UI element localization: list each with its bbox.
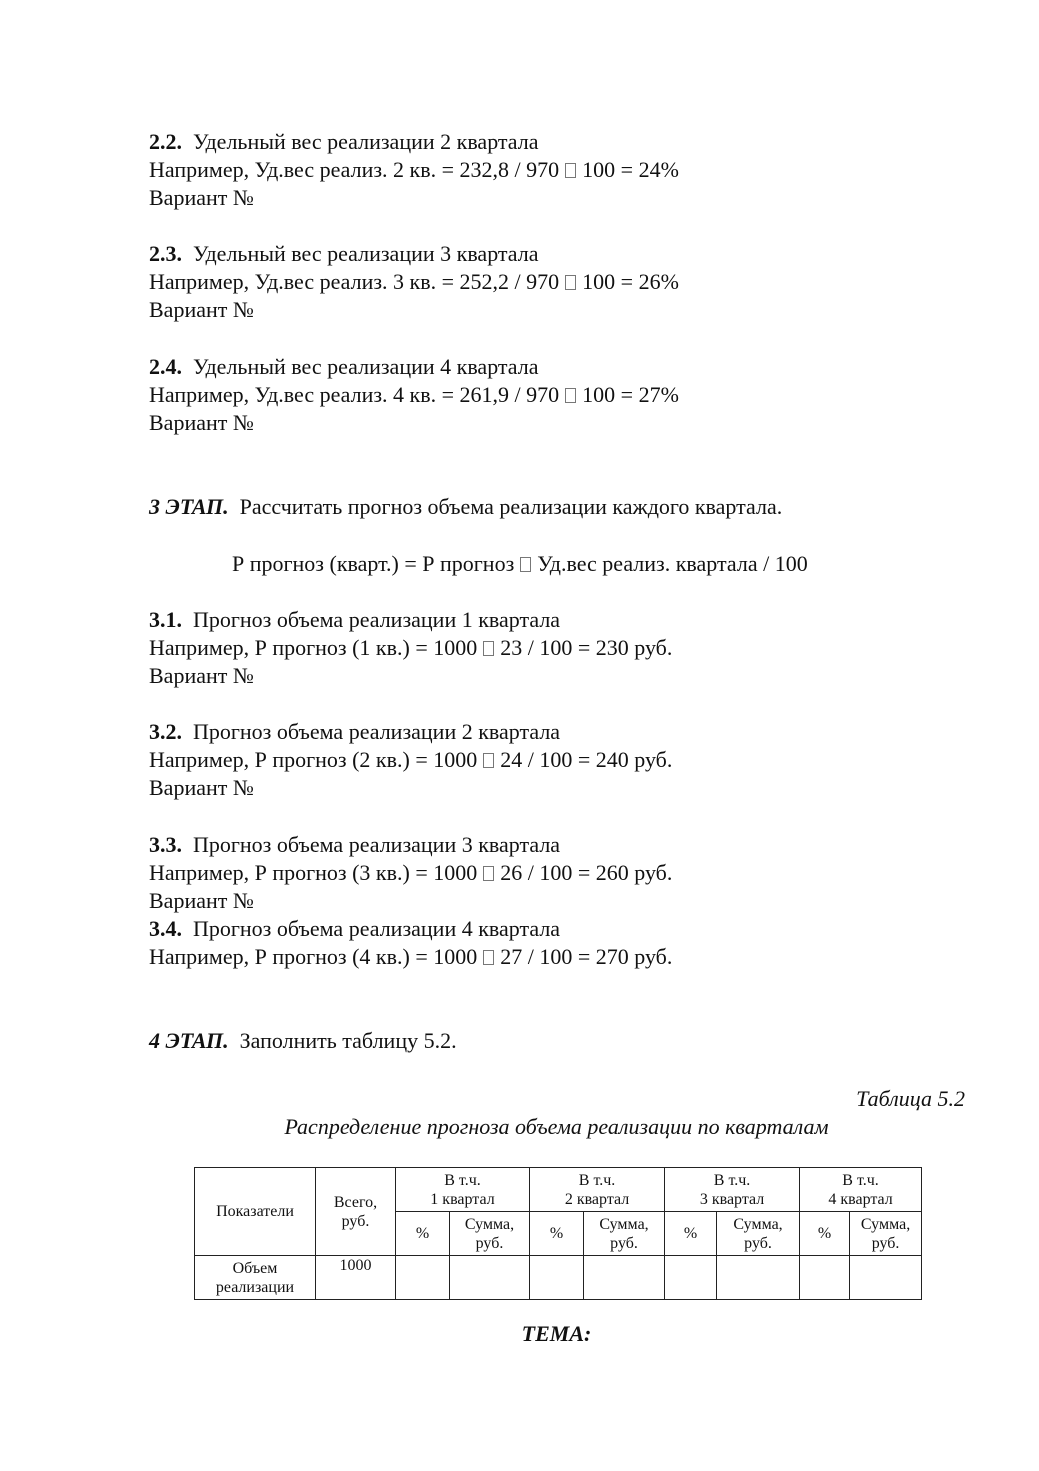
section-3-3-example: [149, 859, 672, 887]
sum-line2: руб.: [744, 1234, 772, 1252]
section-3-1-variant: Вариант №: [149, 663, 254, 688]
section-number: 3.4.: [149, 916, 182, 941]
section-number: 2.4.: [149, 354, 182, 379]
section-number: 3.3.: [149, 832, 182, 857]
quarter-line1: В т.ч.: [842, 1171, 879, 1189]
section-title-text: Прогноз объема реализации 4 квартала: [193, 916, 561, 941]
empty-cell: [800, 1256, 850, 1300]
example-left: Например, Уд.вес реализ. 2 кв. = 232,8 / 970: [149, 157, 560, 182]
section-2-3-title: [149, 240, 539, 268]
subheader-sum: [450, 1212, 530, 1256]
row-label: [195, 1256, 316, 1300]
example-left: Например, Уд.вес реализ. 4 кв. = 261,9 / 970: [149, 382, 560, 407]
quarter-line1: В т.ч.: [578, 1171, 616, 1189]
quarter-line2: 4 квартал: [828, 1190, 893, 1208]
stage-label: 3 ЭТАП.: [149, 494, 229, 519]
multiply-glyph-icon: [565, 275, 576, 290]
subheader-percent: %: [396, 1212, 450, 1256]
forecast-distribution-table: [194, 1167, 922, 1300]
sum-line2: руб.: [871, 1234, 900, 1252]
stage-3-heading: [149, 493, 782, 521]
subheader-sum: [584, 1212, 665, 1256]
sum-line1: Сумма,: [599, 1215, 649, 1233]
row-label-line1: Объем: [232, 1259, 278, 1277]
subheader-sum: [717, 1212, 800, 1256]
subheader-percent: %: [530, 1212, 584, 1256]
section-2-2-variant: Вариант №: [149, 185, 254, 210]
example-left: Например, Р прогноз (3 кв.) = 1000: [149, 860, 478, 885]
section-3-2-variant: Вариант №: [149, 775, 254, 800]
next-topic-heading: ТЕМА:: [521, 1321, 592, 1346]
sum-line1: Сумма,: [464, 1215, 515, 1233]
section-2-4-title: [149, 353, 539, 381]
multiply-glyph-icon: [520, 557, 531, 572]
section-title-text: Прогноз объема реализации 1 квартала: [193, 607, 561, 632]
header-quarter-2: [530, 1168, 665, 1212]
section-title-text: Удельный вес реализации 2 квартала: [193, 129, 539, 154]
section-title-text: Удельный вес реализации 3 квартала: [193, 241, 539, 266]
empty-cell: [396, 1256, 450, 1300]
table-header-row: [195, 1168, 922, 1212]
section-3-1-title: [149, 606, 560, 634]
header-total-line1: Всего,: [333, 1193, 378, 1211]
sum-line1: Сумма,: [860, 1215, 911, 1233]
section-2-2-example: [149, 156, 679, 184]
example-left: Например, Р прогноз (2 кв.) = 1000: [149, 747, 478, 772]
subheader-sum: [850, 1212, 922, 1256]
section-2-3-example: [149, 268, 679, 296]
section-3-2-example: [149, 746, 672, 774]
subheader-percent: %: [800, 1212, 850, 1256]
empty-cell: [584, 1256, 665, 1300]
sum-line2: руб.: [475, 1234, 504, 1252]
header-quarter-4: [800, 1168, 922, 1212]
example-left: Например, Р прогноз (4 кв.) = 1000: [149, 944, 478, 969]
quarter-line2: 3 квартал: [699, 1190, 765, 1208]
formula-right: Уд.вес реализ. квартала / 100: [537, 551, 808, 576]
section-3-2-title: [149, 718, 560, 746]
row-label-line2: реализации: [215, 1278, 295, 1296]
stage-label: 4 ЭТАП.: [149, 1028, 229, 1053]
empty-cell: [717, 1256, 800, 1300]
section-number: 3.2.: [149, 719, 182, 744]
section-number: 3.1.: [149, 607, 182, 632]
header-quarter-3: [665, 1168, 800, 1212]
table-row: [195, 1256, 922, 1300]
section-3-3-variant: Вариант №: [149, 888, 254, 913]
section-2-2-title: [149, 128, 539, 156]
formula-left: Р прогноз (кварт.) = Р прогноз: [232, 551, 515, 576]
section-3-1-example: [149, 634, 672, 662]
example-left: Например, Р прогноз (1 кв.) = 1000: [149, 635, 478, 660]
section-number: 2.2.: [149, 129, 182, 154]
example-right: 27 / 100 = 270 руб.: [500, 944, 673, 969]
forecast-formula: [232, 550, 808, 578]
sum-line1: Сумма,: [733, 1215, 783, 1233]
table-title: Распределение прогноза объема реализации по кварталам: [284, 1114, 829, 1139]
quarter-line1: В т.ч.: [713, 1171, 751, 1189]
stage-text: Заполнить таблицу 5.2.: [239, 1028, 457, 1053]
stage-4-heading: [149, 1027, 457, 1055]
multiply-glyph-icon: [483, 753, 494, 768]
empty-cell: [850, 1256, 922, 1300]
quarter-line2: 1 квартал: [430, 1190, 495, 1208]
table-caption: Таблица 5.2: [856, 1086, 965, 1111]
header-indicators: Показатели: [195, 1168, 316, 1256]
section-number: 2.3.: [149, 241, 182, 266]
example-right: 26 / 100 = 260 руб.: [500, 860, 673, 885]
section-2-4-example: [149, 381, 679, 409]
section-title-text: Прогноз объема реализации 2 квартала: [193, 719, 561, 744]
empty-cell: [450, 1256, 530, 1300]
empty-cell: [665, 1256, 717, 1300]
section-title-text: Удельный вес реализации 4 квартала: [193, 354, 539, 379]
stage-text: Рассчитать прогноз объема реализации каждого квартала.: [239, 494, 783, 519]
section-2-4-variant: Вариант №: [149, 410, 254, 435]
subheader-percent: %: [665, 1212, 717, 1256]
quarter-line1: В т.ч.: [444, 1171, 481, 1189]
example-right: 100 = 24%: [582, 157, 679, 182]
section-3-4-title: [149, 915, 560, 943]
multiply-glyph-icon: [483, 950, 494, 965]
multiply-glyph-icon: [483, 641, 494, 656]
header-quarter-1: [396, 1168, 530, 1212]
empty-cell: [530, 1256, 584, 1300]
header-total-line2: руб.: [341, 1212, 370, 1230]
section-title-text: Прогноз объема реализации 3 квартала: [193, 832, 561, 857]
example-right: 24 / 100 = 240 руб.: [500, 747, 673, 772]
example-right: 100 = 26%: [582, 269, 679, 294]
quarter-line2: 2 квартал: [564, 1190, 630, 1208]
multiply-glyph-icon: [483, 866, 494, 881]
sum-line2: руб.: [610, 1234, 638, 1252]
example-right: 23 / 100 = 230 руб.: [500, 635, 673, 660]
row-total-cell: 1000: [316, 1256, 396, 1300]
section-3-3-title: [149, 831, 560, 859]
section-2-3-variant: Вариант №: [149, 297, 254, 322]
header-total: [316, 1168, 396, 1256]
example-left: Например, Уд.вес реализ. 3 кв. = 252,2 / 970: [149, 269, 560, 294]
example-right: 100 = 27%: [582, 382, 679, 407]
multiply-glyph-icon: [565, 163, 576, 178]
multiply-glyph-icon: [565, 388, 576, 403]
section-3-4-example: [149, 943, 672, 971]
